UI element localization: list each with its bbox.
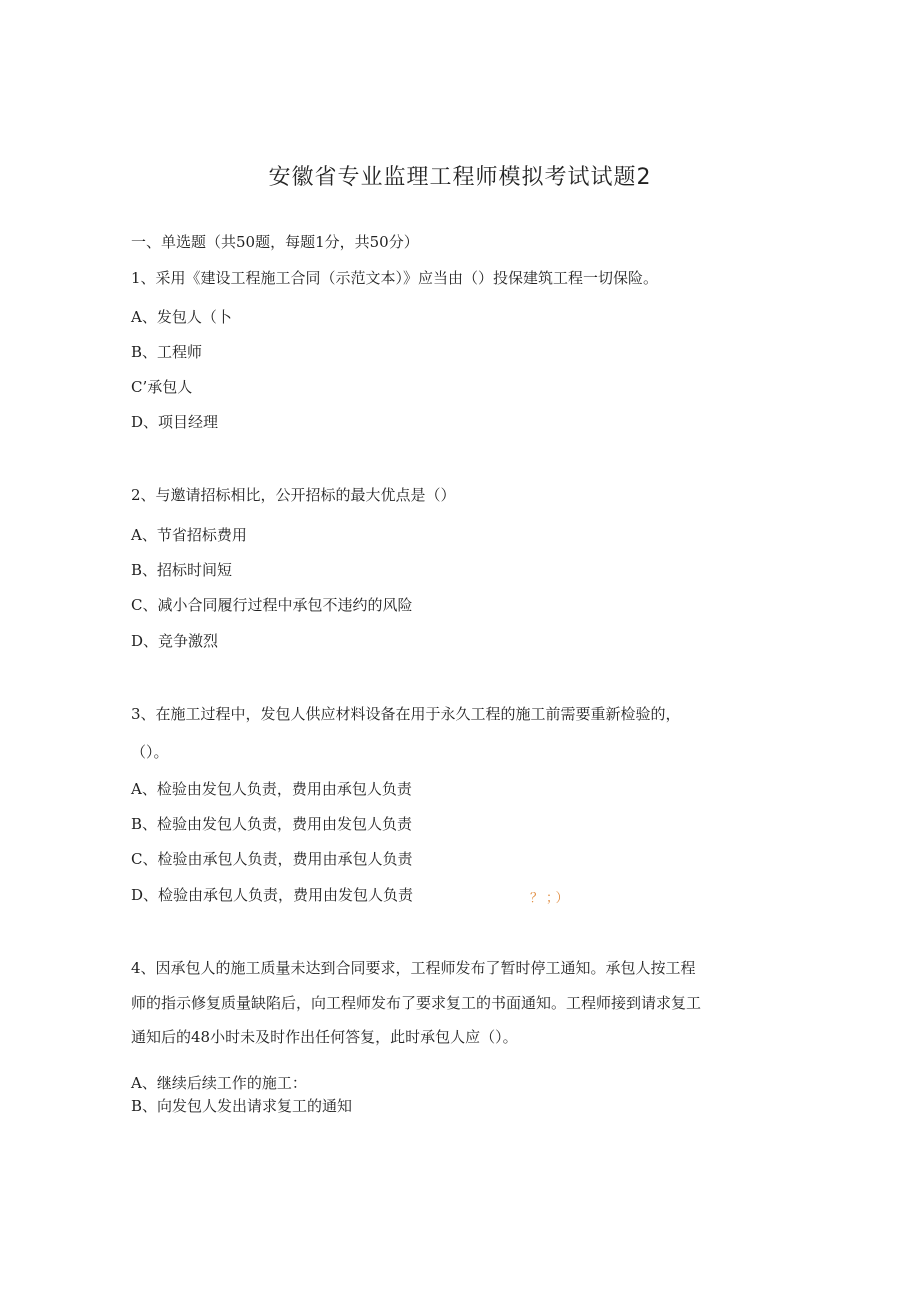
question-4-option-b: B、向发包人发出请求复工的通知 [131,1097,353,1115]
question-1-option-d: D、项目经理 [131,413,219,431]
question-1-option-c: C’承包人 [131,378,193,396]
question-3-option-b: B、检验由发包人负责，费用由发包人负责 [131,815,413,833]
question-4-stem-line-3: 通知后的48小时未及时作出任何答复，此时承包人应（）。 [131,1028,518,1046]
question-4-stem-line-2: 师的指示修复质量缺陷后，向工程师发布了要求复工的书面通知。工程师接到请求复工 [131,994,702,1012]
question-4-option-a: A、继续后续工作的施工： [131,1074,307,1092]
question-2-option-b: B、招标时间短 [131,561,233,579]
question-1-option-a: A、发包人（卜 [131,308,232,326]
question-3-stem-line-1: 3、在施工过程中，发包人供应材料设备在用于永久工程的施工前需要重新检验的， [131,705,681,723]
question-1-option-b: B、工程师 [131,343,203,361]
question-2-option-d: D、竞争激烈 [131,632,219,650]
question-4-stem-line-1: 4、因承包人的施工质量未达到合同要求，工程师发布了暂时停工通知。承包人按工程 [131,959,696,977]
handwritten-annotation: ？；） [530,891,572,906]
question-2-option-a: A、节省招标费用 [131,526,247,544]
question-3-option-c: C、检验由承包人负责，费用由承包人负责 [131,850,413,868]
section-heading: 一、单选题（共50题，每题1分，共50分） [131,233,419,251]
question-1-stem: 1、采用《建设工程施工合同（示范文本）》应当由（）投保建筑工程一切保险。 [131,269,659,287]
question-3-option-d: D、检验由承包人负责，费用由发包人负责 [131,886,414,904]
question-3-option-a: A、检验由发包人负责，费用由承包人负责 [131,780,412,798]
page-title: 安徽省专业监理工程师模拟考试试题2 [268,165,652,190]
question-3-stem-line-2: （）。 [131,743,169,761]
question-2-stem: 2、与邀请招标相比，公开招标的最大优点是（） [131,486,456,504]
question-2-option-c: C、减小合同履行过程中承包不违约的风险 [131,596,413,614]
